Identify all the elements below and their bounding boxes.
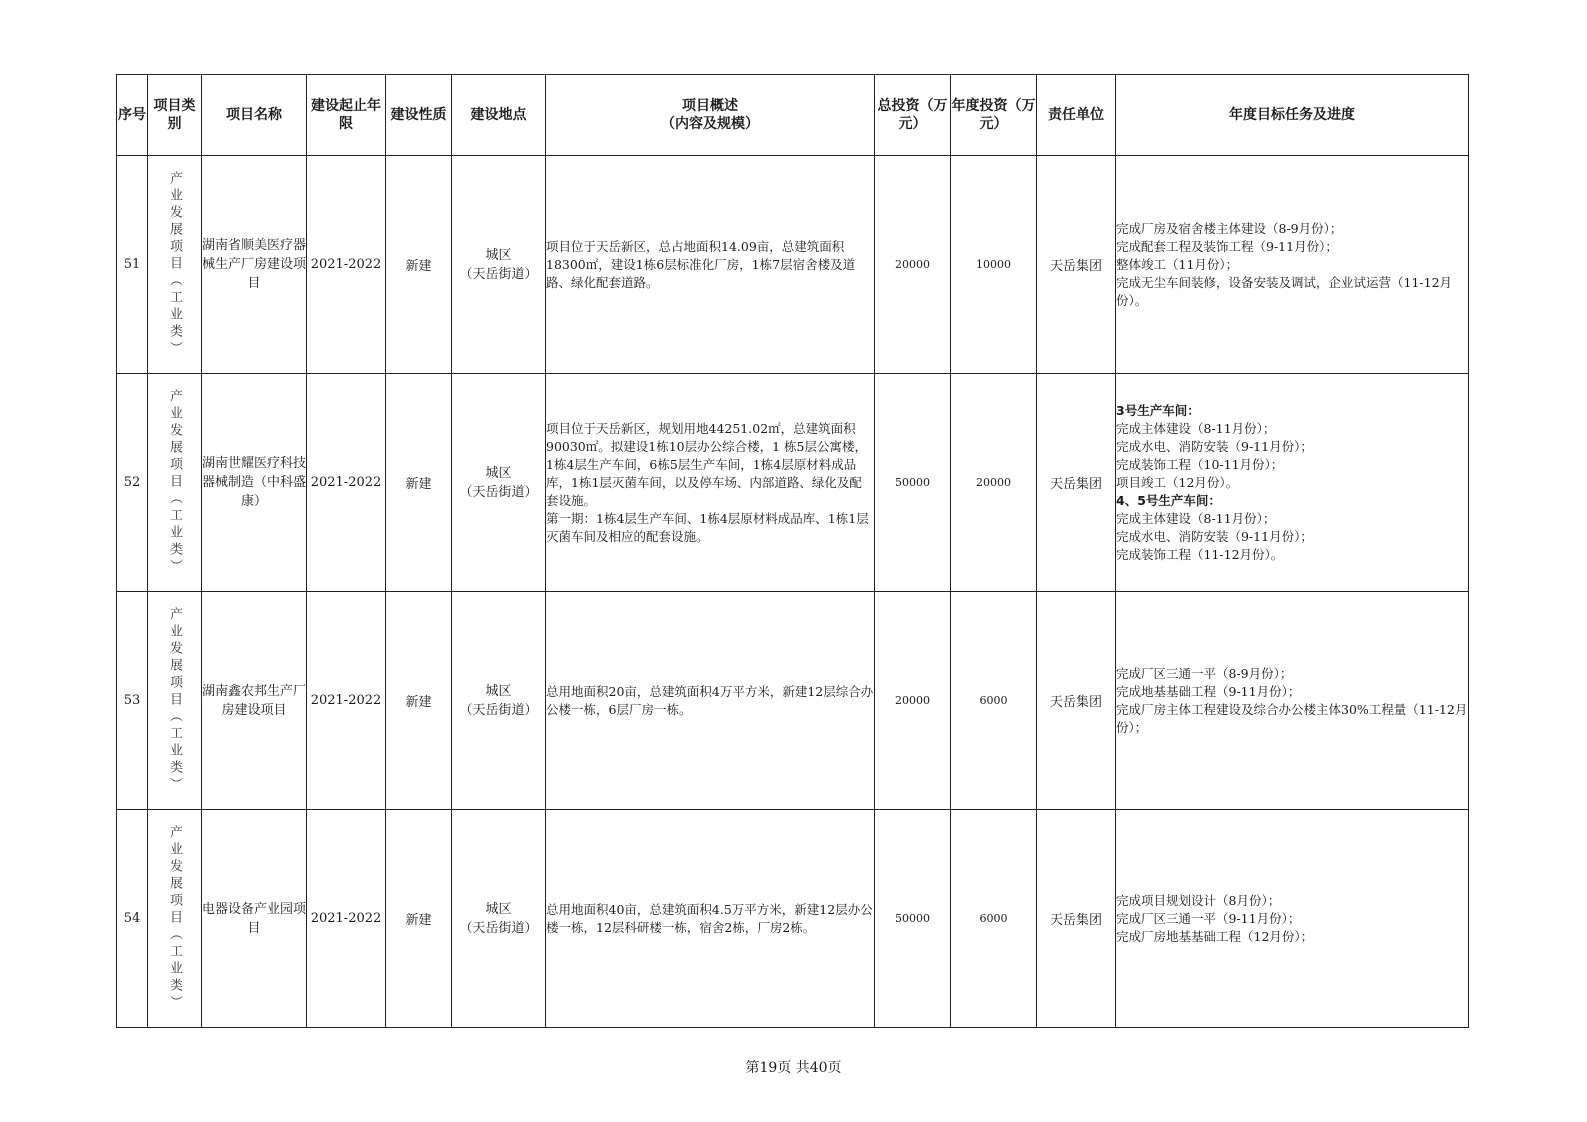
task-line: 整体竣工（11月份）；: [1116, 256, 1239, 272]
row-overview-line: 总用地面积20亩，总建筑面积4万平方米，新建12层综合办公楼一栋，6层厂房一栋。: [546, 683, 874, 717]
table-header: [117, 75, 1469, 156]
row-period: 2021-2022: [307, 592, 386, 810]
row-period: 2021-2022: [307, 156, 386, 374]
row-seq: 51: [117, 156, 148, 374]
row-tasks: [1116, 592, 1469, 810]
table-row: [117, 592, 1469, 810]
row-name: 电器设备产业园项目: [202, 810, 307, 1028]
row-location-area: 城区: [485, 683, 512, 699]
row-seq: 54: [117, 810, 148, 1028]
task-line: 完成配套工程及装饰工程（9-11月份）；: [1116, 238, 1338, 254]
row-location-street: （天岳街道）: [459, 702, 538, 718]
row-tasks: [1116, 374, 1469, 592]
table-row: [117, 374, 1469, 592]
row-overview: [546, 374, 875, 592]
task-line: 完成厂区三通一平（8-9月份）；: [1116, 665, 1293, 681]
row-category: [148, 810, 202, 1028]
task-line: 项目竣工（12月份）。: [1116, 474, 1239, 490]
row-seq: 53: [117, 592, 148, 810]
row-category-text: 产业发展项目（工业类）: [167, 607, 182, 794]
task-line: 完成无尘车间装修，设备安装及调试，企业试运营（11-12月份）。: [1116, 274, 1453, 308]
task-line: 完成主体建设（8-11月份）；: [1116, 510, 1276, 526]
row-overview-line: 项目位于天岳新区，总占地面积14.09亩，总建筑面积18300㎡，建设1栋6层标准化厂房，1栋7层宿舍楼及道路、绿化配套道路。: [546, 238, 856, 290]
col-overview: [546, 75, 875, 156]
row-name: 湖南鑫农邦生产厂房建设项目: [202, 592, 307, 810]
task-line: 完成水电、消防安装（9-11月份）；: [1116, 528, 1313, 544]
col-overview-title: 项目概述: [682, 98, 738, 114]
row-tasks: [1116, 810, 1469, 1028]
task-line: 完成装饰工程（11-12月份）。: [1116, 546, 1284, 562]
col-nature: 建设性质: [386, 75, 452, 156]
row-name: 湖南世耀医疗科技器械制造（中科盛康）: [202, 374, 307, 592]
task-line: 完成厂房主体工程建设及综合办公楼主体30%工程量（11-12月份）；: [1116, 701, 1468, 735]
row-location-street: （天岳街道）: [459, 484, 538, 500]
row-overview-line: 第一期：1栋4层生产车间、1栋4层原材料成品库、1栋1层灭菌车间及相应的配套设施。: [546, 510, 869, 544]
row-unit: 天岳集团: [1037, 810, 1116, 1028]
row-location: [452, 156, 546, 374]
row-overview-line: 项目位于天岳新区，规划用地44251.02㎡，总建筑面积90030㎡。拟建设1栋10层办公综合楼，1 栋5层公寓楼，1栋4层生产车间，6栋5层生产车间，1栋4层原材料成品库，1栋1层灭菌车间，以及停车场、内部道路、绿化及配套设施。: [546, 420, 868, 508]
task-line: 完成项目规划设计（8月份）；: [1116, 892, 1281, 908]
row-overview: [546, 592, 875, 810]
col-name: 项目名称: [202, 75, 307, 156]
row-location-area: 城区: [485, 901, 512, 917]
row-location-area: 城区: [485, 247, 512, 263]
row-category-text: 产业发展项目（工业类）: [167, 171, 182, 358]
row-unit: 天岳集团: [1037, 374, 1116, 592]
row-nature: 新建: [386, 374, 452, 592]
row-category-text: 产业发展项目（工业类）: [167, 825, 182, 1012]
col-period: 建设起止年限: [307, 75, 386, 156]
task-line: 完成主体建设（8-11月份）；: [1116, 420, 1276, 436]
col-annual-tasks: 年度目标任务及进度: [1116, 75, 1469, 156]
row-location: [452, 592, 546, 810]
row-total-investment: 50000: [875, 374, 951, 592]
task-line: 完成水电、消防安装（9-11月份）；: [1116, 438, 1313, 454]
col-total-investment: 总投资（万元）: [875, 75, 951, 156]
row-category: [148, 592, 202, 810]
col-annual-investment: 年度投资（万元）: [951, 75, 1037, 156]
row-nature: 新建: [386, 592, 452, 810]
row-period: 2021-2022: [307, 810, 386, 1028]
row-total-investment: 20000: [875, 592, 951, 810]
row-category: [148, 156, 202, 374]
row-unit: 天岳集团: [1037, 156, 1116, 374]
row-annual-investment: 6000: [951, 810, 1037, 1028]
row-category-text: 产业发展项目（工业类）: [167, 389, 182, 576]
row-seq: 52: [117, 374, 148, 592]
row-annual-investment: 6000: [951, 592, 1037, 810]
col-seq: 序号: [117, 75, 148, 156]
row-unit: 天岳集团: [1037, 592, 1116, 810]
col-responsible-unit: 责任单位: [1037, 75, 1116, 156]
col-category: 项目类别: [148, 75, 202, 156]
row-location-street: （天岳街道）: [459, 266, 538, 282]
row-total-investment: 20000: [875, 156, 951, 374]
row-location-street: （天岳街道）: [459, 920, 538, 936]
row-nature: 新建: [386, 810, 452, 1028]
task-line: 完成厂区三通一平（9-11月份）；: [1116, 910, 1301, 926]
row-annual-investment: 10000: [951, 156, 1037, 374]
task-line: 完成地基基础工程（9-11月份）；: [1116, 683, 1301, 699]
row-name: 湖南省顺美医疗器械生产厂房建设项目: [202, 156, 307, 374]
row-period: 2021-2022: [307, 374, 386, 592]
row-overview: [546, 810, 875, 1028]
project-table: [116, 74, 1469, 1028]
page-number: 第19页 共40页: [745, 1060, 842, 1076]
row-tasks: [1116, 156, 1469, 374]
row-annual-investment: 20000: [951, 374, 1037, 592]
row-location: [452, 374, 546, 592]
row-location-area: 城区: [485, 465, 512, 481]
task-line: 完成厂房及宿舍楼主体建设（8-9月份）；: [1116, 220, 1343, 236]
col-location: 建设地点: [452, 75, 546, 156]
col-overview-sub: （内容及规模）: [661, 116, 759, 132]
task-group-heading: 3号生产车间：: [1116, 402, 1200, 418]
row-overview-line: 总用地面积40亩，总建筑面积4.5万平方米，新建12层办公楼一栋，12层科研楼一栋，宿舍2栋，厂房2栋。: [546, 901, 873, 935]
row-category: [148, 374, 202, 592]
row-overview: [546, 156, 875, 374]
table-row: [117, 810, 1469, 1028]
task-line: 完成装饰工程（10-11月份）；: [1116, 456, 1284, 472]
task-group-heading: 4、5号生产车间：: [1116, 492, 1221, 508]
row-nature: 新建: [386, 156, 452, 374]
task-line: 完成厂房地基基础工程（12月份）；: [1116, 928, 1314, 944]
row-location: [452, 810, 546, 1028]
table-row: [117, 156, 1469, 374]
row-total-investment: 50000: [875, 810, 951, 1028]
